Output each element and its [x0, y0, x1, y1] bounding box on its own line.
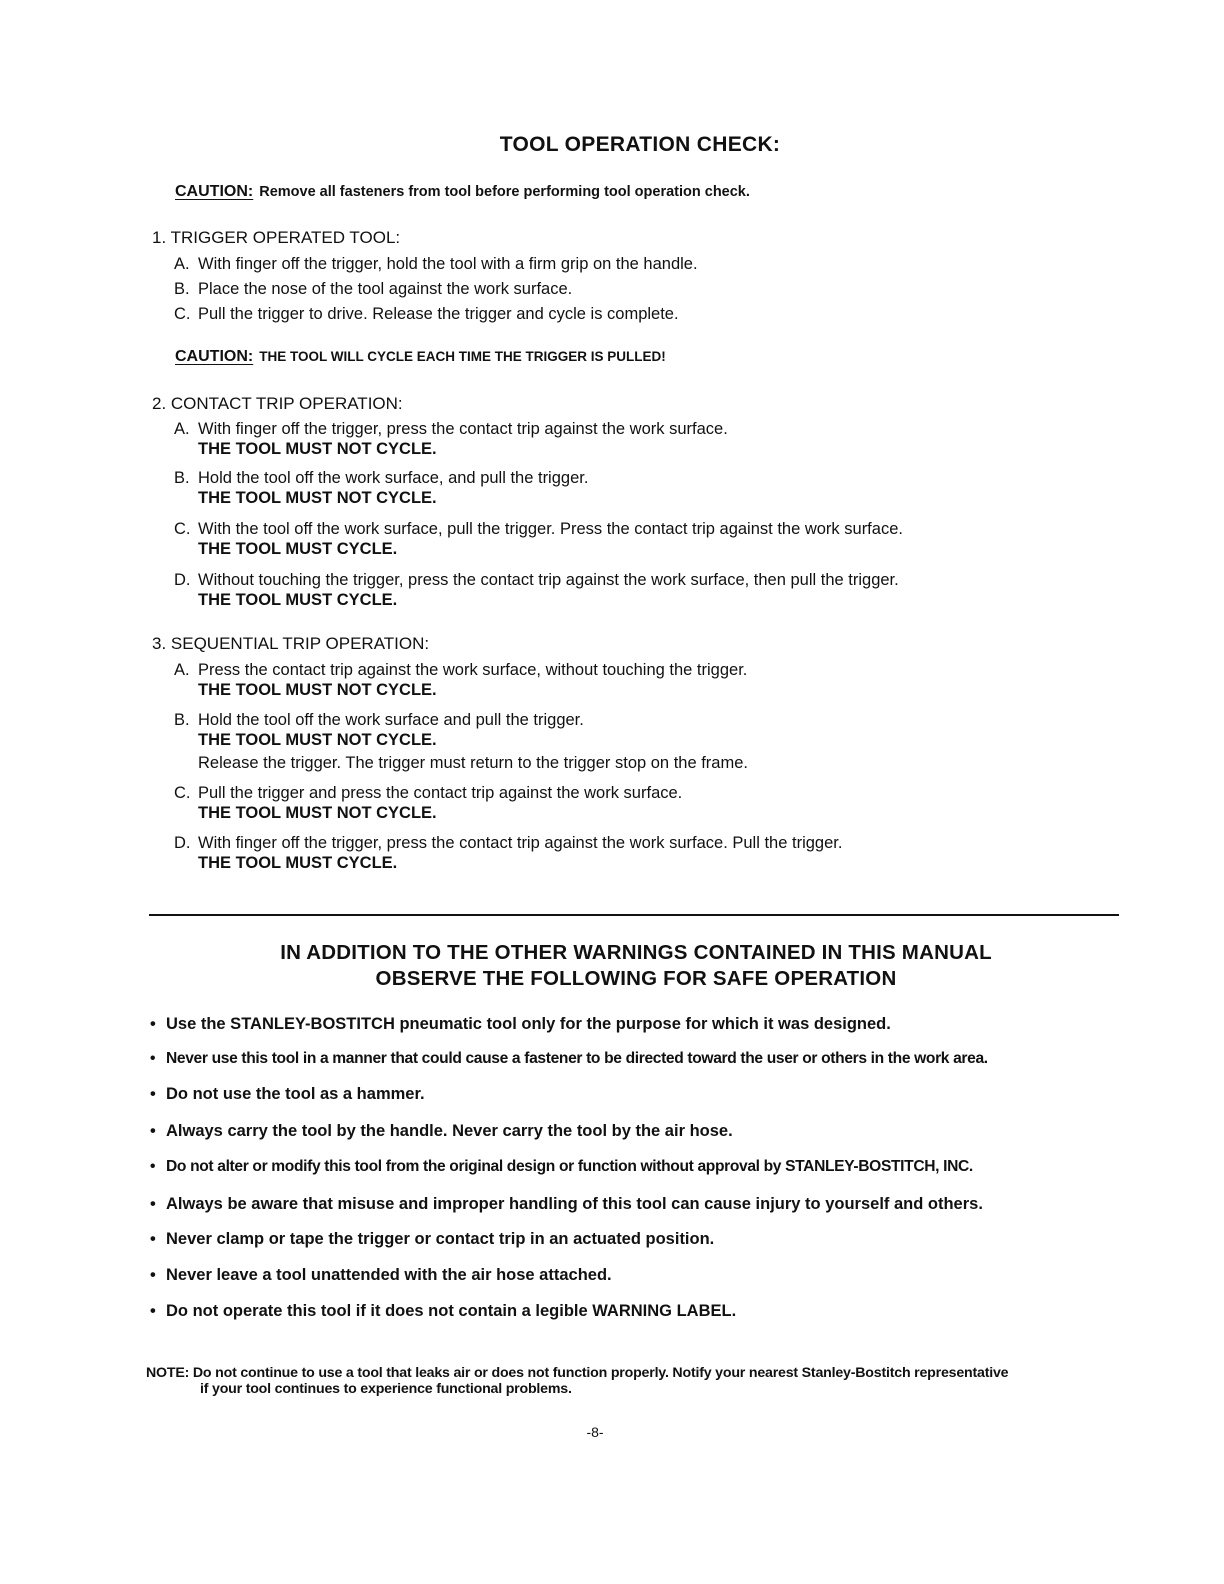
bullet-text: Use the STANLEY-BOSTITCH pneumatic tool only for the purpose for which it was designed.: [166, 1015, 891, 1033]
bullet-icon: •: [150, 1195, 156, 1213]
bullet-text: Do not alter or modify this tool from the original design or function without approval by STANLEY-BOSTITCH, INC.: [166, 1158, 973, 1175]
step-result: THE TOOL MUST NOT CYCLE.: [198, 681, 437, 699]
caution-fasteners: [175, 183, 750, 201]
step-text: Hold the tool off the work surface, and pull the trigger.: [198, 469, 589, 487]
safety-bullet: [150, 1015, 891, 1034]
safety-bullet: [150, 1230, 714, 1249]
page-number: -8-: [586, 1424, 604, 1440]
step-3c: [174, 783, 682, 823]
step-text: Pull the trigger and press the contact trip against the work surface.: [198, 784, 683, 802]
safety-bullet: [150, 1122, 733, 1141]
step-result: THE TOOL MUST NOT CYCLE.: [198, 489, 437, 507]
bullet-text: Never clamp or tape the trigger or contact trip in an actuated position.: [166, 1230, 715, 1248]
bullet-text: Never leave a tool unattended with the air hose attached.: [166, 1266, 612, 1284]
step-letter: A.: [174, 420, 190, 438]
step-result: THE TOOL MUST NOT CYCLE.: [198, 440, 437, 458]
step-letter: B.: [174, 280, 190, 298]
note-block: [146, 1365, 1008, 1397]
bullet-icon: •: [150, 1266, 156, 1284]
bullet-icon: •: [150, 1230, 156, 1248]
step-text: Without touching the trigger, press the contact trip against the work surface, then pull the trigger.: [198, 571, 899, 589]
caution-label: CAUTION:: [175, 183, 254, 200]
step-letter: B.: [174, 469, 190, 487]
step-letter: C.: [174, 305, 191, 323]
step-text: With finger off the trigger, press the contact trip against the work surface.: [198, 420, 728, 438]
step-letter: A.: [174, 661, 190, 679]
step-text: Hold the tool off the work surface and pull the trigger.: [198, 711, 584, 729]
step-3d: [174, 833, 842, 873]
step-text: With the tool off the work surface, pull the trigger. Press the contact trip against the work surface.: [198, 520, 903, 538]
bullet-text: Never use this tool in a manner that could cause a fastener to be directed toward the user or others in the work area.: [166, 1050, 988, 1067]
step-letter: D.: [174, 571, 191, 589]
step-text: Place the nose of the tool against the work surface.: [198, 280, 573, 298]
bullet-icon: •: [150, 1050, 156, 1067]
bullet-text: Always carry the tool by the handle. Never carry the tool by the air hose.: [166, 1122, 733, 1140]
step-text: With finger off the trigger, hold the tool with a firm grip on the handle.: [198, 255, 698, 273]
section-heading-contact-trip: 2. CONTACT TRIP OPERATION:: [152, 394, 403, 413]
note-line-2: if your tool continues to experience functional problems.: [200, 1381, 572, 1397]
safety-bullet: [150, 1050, 988, 1068]
warning-heading-line-1: IN ADDITION TO THE OTHER WARNINGS CONTAINED IN THIS MANUAL: [280, 941, 992, 964]
step-letter: A.: [174, 255, 190, 273]
bullet-icon: •: [150, 1158, 156, 1175]
bullet-text: Do not operate this tool if it does not contain a legible WARNING LABEL.: [166, 1302, 737, 1320]
step-letter: C.: [174, 784, 191, 802]
bullet-icon: •: [150, 1015, 156, 1033]
bullet-text: Do not use the tool as a hammer.: [166, 1085, 425, 1103]
step-result: THE TOOL MUST CYCLE.: [198, 591, 398, 609]
step-result: THE TOOL MUST NOT CYCLE.: [198, 804, 437, 822]
step-1b: [174, 279, 572, 299]
step-3b: [174, 710, 748, 773]
step-text: Pull the trigger to drive. Release the trigger and cycle is complete.: [198, 305, 679, 323]
step-result: THE TOOL MUST NOT CYCLE.: [198, 731, 437, 749]
safety-bullet: [150, 1266, 612, 1285]
section-divider: [149, 914, 1119, 916]
step-text: With finger off the trigger, press the contact trip against the work surface. Pull the trigger.: [198, 834, 843, 852]
step-letter: C.: [174, 520, 191, 538]
caution-text: Remove all fasteners from tool before performing tool operation check.: [259, 184, 750, 200]
section-heading-trigger-operated: 1. TRIGGER OPERATED TOOL:: [152, 228, 401, 247]
safety-bullet: [150, 1158, 973, 1176]
bullet-icon: •: [150, 1302, 156, 1320]
section-heading-sequential-trip: 3. SEQUENTIAL TRIP OPERATION:: [152, 634, 430, 653]
warning-heading-line-2: OBSERVE THE FOLLOWING FOR SAFE OPERATION: [375, 967, 897, 990]
step-letter: D.: [174, 834, 191, 852]
safety-bullet: [150, 1085, 425, 1104]
step-text: Press the contact trip against the work surface, without touching the trigger.: [198, 661, 748, 679]
caution-text: THE TOOL WILL CYCLE EACH TIME THE TRIGGER IS PULLED!: [259, 349, 666, 364]
bullet-icon: •: [150, 1122, 156, 1140]
step-note: Release the trigger. The trigger must return to the trigger stop on the frame.: [198, 754, 748, 772]
bullet-icon: •: [150, 1085, 156, 1103]
step-letter: B.: [174, 711, 190, 729]
step-2b: [174, 468, 588, 508]
note-line-1: NOTE: Do not continue to use a tool that leaks air or does not function properly. Notify your nearest Stanley-Bostitch representative: [146, 1365, 1009, 1381]
bullet-text: Always be aware that misuse and improper handling of this tool can cause injury to yourself and others.: [166, 1195, 983, 1213]
safety-bullet: [150, 1302, 736, 1321]
step-3a: [174, 660, 747, 700]
caution-cycle: [175, 348, 666, 366]
caution-label: CAUTION:: [175, 348, 254, 365]
step-1c: [174, 304, 679, 324]
step-result: THE TOOL MUST CYCLE.: [198, 540, 398, 558]
step-1a: [174, 254, 698, 274]
step-2d: [174, 570, 899, 610]
step-2a: [174, 419, 728, 459]
page-title: TOOL OPERATION CHECK:: [499, 133, 781, 156]
step-2c: [174, 519, 903, 559]
step-result: THE TOOL MUST CYCLE.: [198, 854, 398, 872]
safety-bullet: [150, 1195, 983, 1214]
